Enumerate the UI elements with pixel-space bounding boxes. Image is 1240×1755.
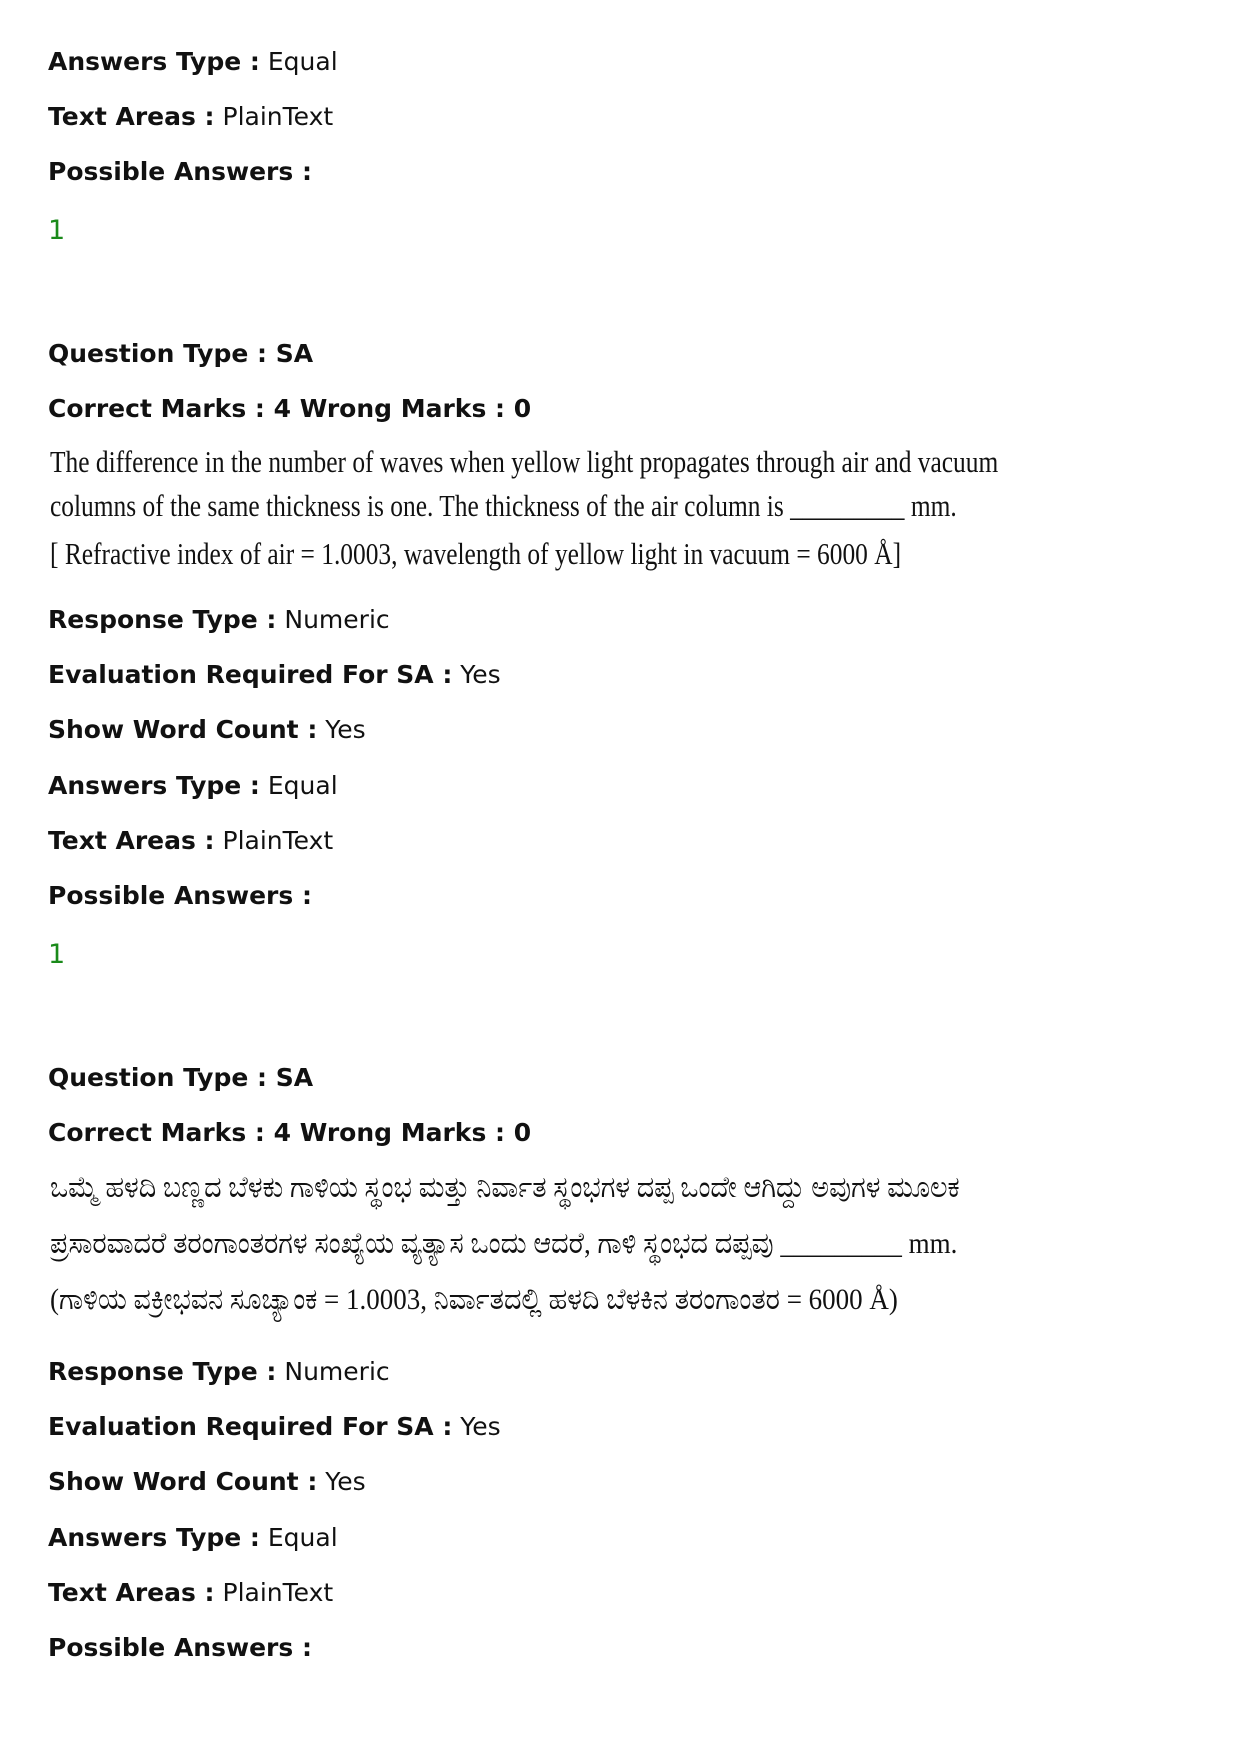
possible-answers-row <box>48 881 312 911</box>
field-value: Yes <box>452 660 501 689</box>
question-line: (ಗಾಳಿಯ ವಕ್ರೀಭವನ ಸೂಚ್ಯಾಂಕ = 1.0003, ನಿರ್ವಾತದಲ್ಲಿ ಹಳದಿ ಬೆಳಕಿನ ತರಂಗಾಂತರ = 6000 Å) <box>50 1283 898 1316</box>
field-label: Correct Marks : 4 Wrong Marks : 0 <box>48 394 532 423</box>
field-label: Question Type : SA <box>48 1063 314 1092</box>
word-count-row <box>48 1467 366 1497</box>
possible-answer-value: 1 <box>48 939 66 970</box>
question-line: [ Refractive index of air = 1.0003, wavelength of yellow light in vacuum = 6000 Å] <box>50 536 902 571</box>
response-type-row <box>48 605 390 635</box>
field-label: Show Word Count : <box>48 715 318 744</box>
field-label: Possible Answers : <box>48 1633 312 1662</box>
question-type-row <box>48 339 313 369</box>
text-areas-row <box>48 1578 333 1608</box>
field-value: Equal <box>259 47 338 76</box>
text-areas-row <box>48 826 333 856</box>
field-label: Answers Type : <box>48 47 260 76</box>
field-label: Question Type : SA <box>48 339 314 368</box>
answers-type-row <box>48 771 338 801</box>
field-label: Text Areas : <box>48 1578 215 1607</box>
answers-type-row <box>48 47 338 77</box>
field-value: Yes <box>317 1467 366 1496</box>
field-value: PlainText <box>214 826 334 855</box>
marks-row <box>48 394 531 424</box>
field-value: Equal <box>259 1523 338 1552</box>
evaluation-row <box>48 1412 501 1442</box>
text-areas-row <box>48 102 333 132</box>
question-type-row <box>48 1063 313 1093</box>
field-label: Answers Type : <box>48 771 260 800</box>
field-value: Equal <box>259 771 338 800</box>
field-label: Text Areas : <box>48 826 215 855</box>
question-text <box>50 440 998 576</box>
field-label: Response Type : <box>48 1357 277 1386</box>
field-value: Numeric <box>276 605 390 634</box>
field-label: Evaluation Required For SA : <box>48 1412 453 1441</box>
field-label: Possible Answers : <box>48 157 312 186</box>
question-text-kannada <box>50 1160 960 1328</box>
question-line: ಪ್ರಸಾರವಾದರೆ ತರಂಗಾಂತರಗಳ ಸಂಖ್ಯೆಯ ವ್ಯತ್ಯಾಸ ಒಂದು ಆದರೆ, ಗಾಳಿ ಸ್ಥಂಭದ ದಪ್ಪವು _________ mm. <box>50 1227 958 1260</box>
question-line: ಒಮ್ಮೆ ಹಳದಿ ಬಣ್ಣದ ಬೆಳಕು ಗಾಳಿಯ ಸ್ಥಂಭ ಮತ್ತು ನಿರ್ವಾತ ಸ್ಥಂಭಗಳ ದಪ್ಪ ಒಂದೇ ಆಗಿದ್ದು ಅವುಗಳ ಮೂಲಕ <box>50 1171 960 1204</box>
field-label: Correct Marks : 4 Wrong Marks : 0 <box>48 1118 532 1147</box>
field-label: Evaluation Required For SA : <box>48 660 453 689</box>
question-line: The difference in the number of waves when yellow light propagates through air and vacuum <box>50 444 999 479</box>
answers-type-row <box>48 1523 338 1553</box>
field-value: Numeric <box>276 1357 390 1386</box>
response-type-row <box>48 1357 390 1387</box>
field-label: Show Word Count : <box>48 1467 318 1496</box>
question-line: columns of the same thickness is one. The thickness of the air column is _________ mm. <box>50 488 957 523</box>
field-label: Answers Type : <box>48 1523 260 1552</box>
possible-answers-row <box>48 157 312 187</box>
evaluation-row <box>48 660 501 690</box>
possible-answer-value: 1 <box>48 215 66 246</box>
field-value: Yes <box>317 715 366 744</box>
field-value: PlainText <box>214 1578 334 1607</box>
field-value: PlainText <box>214 102 334 131</box>
field-label: Response Type : <box>48 605 277 634</box>
field-value: Yes <box>452 1412 501 1441</box>
field-label: Text Areas : <box>48 102 215 131</box>
possible-answers-row <box>48 1633 312 1663</box>
word-count-row <box>48 715 366 745</box>
field-label: Possible Answers : <box>48 881 312 910</box>
marks-row <box>48 1118 531 1148</box>
